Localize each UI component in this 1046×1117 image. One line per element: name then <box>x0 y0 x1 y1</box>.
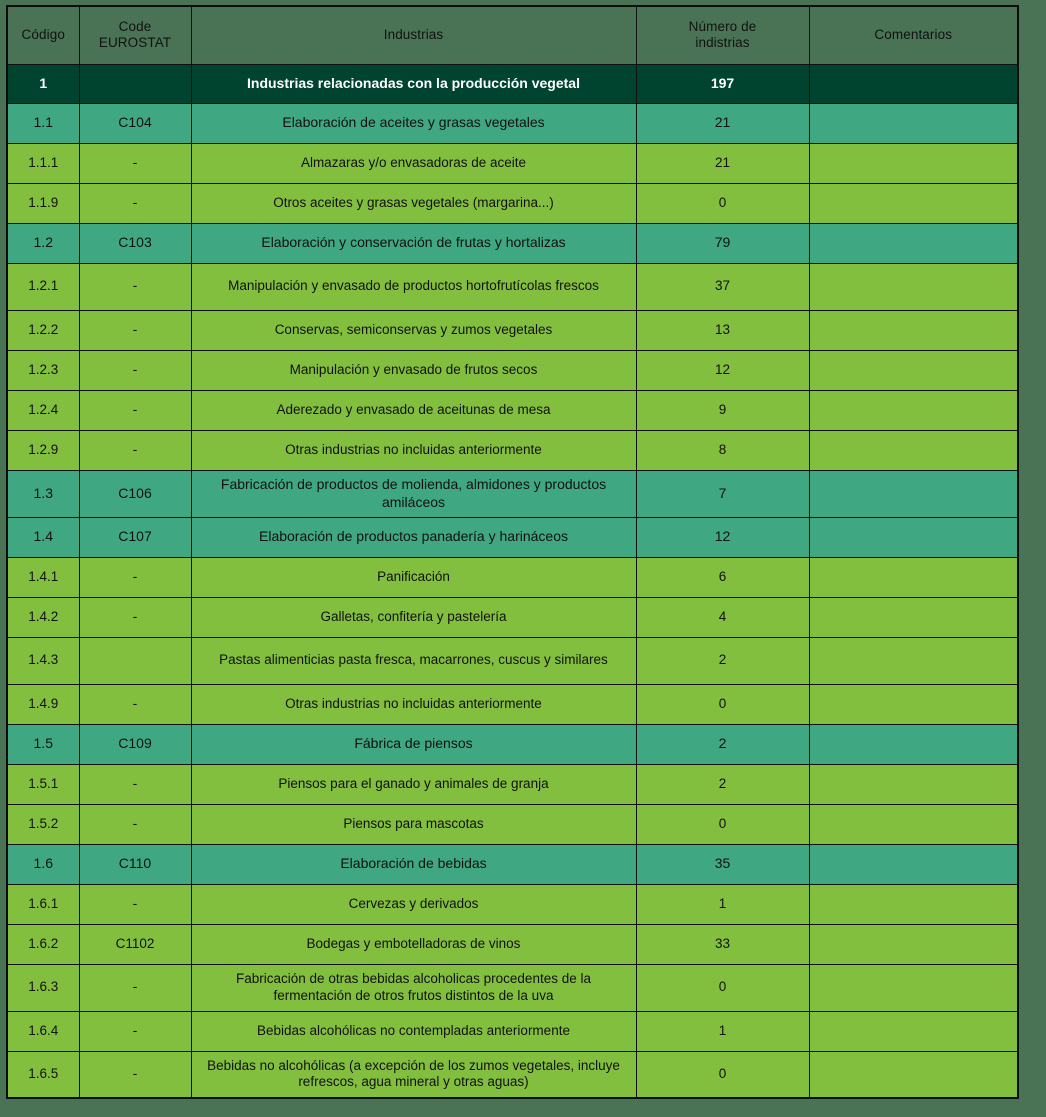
table-row[interactable] <box>7 350 1018 390</box>
table-body <box>7 64 1018 1098</box>
row-code-cell: 1.4.9 <box>7 684 79 724</box>
row-comments-cell[interactable] <box>809 390 1018 430</box>
row-code-cell: 1.2.3 <box>7 350 79 390</box>
row-count-cell: 8 <box>636 430 809 470</box>
row-comments-cell[interactable] <box>809 1011 1018 1051</box>
table-row[interactable] <box>7 1011 1018 1051</box>
row-comments-cell[interactable] <box>809 964 1018 1011</box>
row-code-cell: 1.6.4 <box>7 1011 79 1051</box>
row-code-cell: 1.6 <box>7 844 79 884</box>
row-comments-cell[interactable] <box>809 637 1018 684</box>
row-industry-cell: Conservas, semiconservas y zumos vegetales <box>191 310 636 350</box>
row-code-cell: 1.2.4 <box>7 390 79 430</box>
row-code-cell: 1.2.2 <box>7 310 79 350</box>
row-count-cell: 9 <box>636 390 809 430</box>
row-count-cell: 2 <box>636 724 809 764</box>
row-industry-cell: Piensos para el ganado y animales de granja <box>191 764 636 804</box>
row-industry-cell: Otras industrias no incluidas anteriormente <box>191 430 636 470</box>
row-eurostat-cell: C110 <box>79 844 191 884</box>
row-eurostat-cell: C107 <box>79 517 191 557</box>
table-row[interactable] <box>7 637 1018 684</box>
row-eurostat-cell: - <box>79 263 191 310</box>
row-eurostat-cell: - <box>79 804 191 844</box>
row-count-cell: 2 <box>636 637 809 684</box>
row-industry-cell: Fábrica de piensos <box>191 724 636 764</box>
row-comments-cell[interactable] <box>809 724 1018 764</box>
row-comments-cell[interactable] <box>809 884 1018 924</box>
row-eurostat-cell: C103 <box>79 223 191 263</box>
row-count-cell: 21 <box>636 103 809 143</box>
row-industry-cell: Bebidas no alcohólicas (a excepción de los zumos vegetales, incluye refrescos, agua mineral y otras aguas) <box>191 1051 636 1098</box>
row-comments-cell[interactable] <box>809 64 1018 103</box>
column-header-eurostat-line2: EUROSTAT <box>98 35 172 51</box>
row-eurostat-cell: - <box>79 964 191 1011</box>
table-row[interactable] <box>7 1051 1018 1098</box>
table-row[interactable] <box>7 430 1018 470</box>
row-eurostat-cell: - <box>79 183 191 223</box>
row-count-cell: 197 <box>636 64 809 103</box>
table-row[interactable] <box>7 844 1018 884</box>
row-count-cell: 1 <box>636 1011 809 1051</box>
row-code-cell: 1.5.1 <box>7 764 79 804</box>
row-industry-cell: Cervezas y derivados <box>191 884 636 924</box>
row-count-cell: 12 <box>636 350 809 390</box>
row-eurostat-cell: C104 <box>79 103 191 143</box>
row-eurostat-cell: - <box>79 764 191 804</box>
row-comments-cell[interactable] <box>809 430 1018 470</box>
table-header <box>7 6 1018 64</box>
column-header-comentarios[interactable]: Comentarios <box>809 6 1018 64</box>
row-industry-cell: Fabricación de productos de molienda, almidones y productos amiláceos <box>191 470 636 517</box>
row-code-cell: 1.6.1 <box>7 884 79 924</box>
row-eurostat-cell <box>79 637 191 684</box>
row-count-cell: 6 <box>636 557 809 597</box>
table-row[interactable] <box>7 804 1018 844</box>
row-industry-cell: Elaboración de bebidas <box>191 844 636 884</box>
row-eurostat-cell: - <box>79 557 191 597</box>
table-row[interactable] <box>7 597 1018 637</box>
row-count-cell: 37 <box>636 263 809 310</box>
row-industry-cell: Panificación <box>191 557 636 597</box>
row-comments-cell[interactable] <box>809 557 1018 597</box>
column-header-numero[interactable] <box>636 6 809 64</box>
column-header-industrias[interactable]: Industrias <box>191 6 636 64</box>
row-eurostat-cell: - <box>79 390 191 430</box>
row-code-cell: 1.1.1 <box>7 143 79 183</box>
column-header-codigo[interactable]: Código <box>7 6 79 64</box>
row-comments-cell[interactable] <box>809 684 1018 724</box>
row-code-cell: 1 <box>7 64 79 103</box>
row-industry-cell: Piensos para mascotas <box>191 804 636 844</box>
table-row[interactable] <box>7 183 1018 223</box>
row-code-cell: 1.1.9 <box>7 183 79 223</box>
row-count-cell: 13 <box>636 310 809 350</box>
row-count-cell: 0 <box>636 1051 809 1098</box>
row-comments-cell[interactable] <box>809 764 1018 804</box>
row-eurostat-cell: - <box>79 350 191 390</box>
row-count-cell: 4 <box>636 597 809 637</box>
column-header-numero-line2: indistrias <box>695 35 750 51</box>
column-header-eurostat[interactable] <box>79 6 191 64</box>
row-industry-cell: Elaboración de aceites y grasas vegetales <box>191 103 636 143</box>
table-row[interactable] <box>7 884 1018 924</box>
row-eurostat-cell: - <box>79 310 191 350</box>
header-row <box>7 6 1018 64</box>
row-eurostat-cell: C1102 <box>79 924 191 964</box>
row-comments-cell[interactable] <box>809 183 1018 223</box>
row-industry-cell: Industrias relacionadas con la producción vegetal <box>191 64 636 103</box>
row-count-cell: 1 <box>636 884 809 924</box>
column-header-eurostat-line1: Code <box>118 18 152 34</box>
table-row[interactable] <box>7 263 1018 310</box>
row-count-cell: 79 <box>636 223 809 263</box>
table-row[interactable] <box>7 724 1018 764</box>
row-code-cell: 1.2 <box>7 223 79 263</box>
row-comments-cell[interactable] <box>809 924 1018 964</box>
row-industry-cell: Otras industrias no incluidas anteriormente <box>191 684 636 724</box>
row-code-cell: 1.6.3 <box>7 964 79 1011</box>
table-row[interactable] <box>7 924 1018 964</box>
row-industry-cell: Bodegas y embotelladoras de vinos <box>191 924 636 964</box>
row-code-cell: 1.5.2 <box>7 804 79 844</box>
row-code-cell: 1.5 <box>7 724 79 764</box>
row-comments-cell[interactable] <box>809 517 1018 557</box>
row-industry-cell: Manipulación y envasado de frutos secos <box>191 350 636 390</box>
row-industry-cell: Bebidas alcohólicas no contempladas anteriormente <box>191 1011 636 1051</box>
table-row[interactable] <box>7 684 1018 724</box>
row-comments-cell[interactable] <box>809 223 1018 263</box>
row-industry-cell: Manipulación y envasado de productos hortofrutícolas frescos <box>191 263 636 310</box>
row-industry-cell: Elaboración de productos panadería y harináceos <box>191 517 636 557</box>
row-code-cell: 1.2.1 <box>7 263 79 310</box>
row-comments-cell[interactable] <box>809 844 1018 884</box>
row-count-cell: 21 <box>636 143 809 183</box>
row-code-cell: 1.6.2 <box>7 924 79 964</box>
row-code-cell: 1.2.9 <box>7 430 79 470</box>
row-count-cell: 0 <box>636 183 809 223</box>
row-industry-cell: Elaboración y conservación de frutas y hortalizas <box>191 223 636 263</box>
row-comments-cell[interactable] <box>809 143 1018 183</box>
row-comments-cell[interactable] <box>809 103 1018 143</box>
table-row[interactable] <box>7 517 1018 557</box>
row-eurostat-cell: - <box>79 430 191 470</box>
row-comments-cell[interactable] <box>809 1051 1018 1098</box>
row-count-cell: 2 <box>636 764 809 804</box>
row-count-cell: 33 <box>636 924 809 964</box>
row-eurostat-cell: C109 <box>79 724 191 764</box>
table-row[interactable] <box>7 470 1018 517</box>
row-code-cell: 1.4 <box>7 517 79 557</box>
table-row[interactable] <box>7 390 1018 430</box>
row-code-cell: 1.6.5 <box>7 1051 79 1098</box>
row-comments-cell[interactable] <box>809 310 1018 350</box>
row-code-cell: 1.4.1 <box>7 557 79 597</box>
table-row[interactable] <box>7 143 1018 183</box>
row-count-cell: 0 <box>636 684 809 724</box>
table-row[interactable] <box>7 310 1018 350</box>
row-comments-cell[interactable] <box>809 597 1018 637</box>
row-industry-cell: Otros aceites y grasas vegetales (margarina...) <box>191 183 636 223</box>
row-eurostat-cell: - <box>79 1051 191 1098</box>
industries-table <box>6 5 1019 1099</box>
row-industry-cell: Pastas alimenticias pasta fresca, macarrones, cuscus y similares <box>191 637 636 684</box>
row-comments-cell[interactable] <box>809 350 1018 390</box>
row-comments-cell[interactable] <box>809 804 1018 844</box>
table-row[interactable] <box>7 964 1018 1011</box>
row-code-cell: 1.1 <box>7 103 79 143</box>
row-count-cell: 35 <box>636 844 809 884</box>
row-count-cell: 12 <box>636 517 809 557</box>
row-industry-cell: Aderezado y envasado de aceitunas de mesa <box>191 390 636 430</box>
row-code-cell: 1.4.3 <box>7 637 79 684</box>
table-row[interactable] <box>7 764 1018 804</box>
table-row[interactable] <box>7 223 1018 263</box>
row-industry-cell: Galletas, confitería y pastelería <box>191 597 636 637</box>
row-eurostat-cell: - <box>79 1011 191 1051</box>
table-row[interactable] <box>7 64 1018 103</box>
row-count-cell: 0 <box>636 804 809 844</box>
row-count-cell: 7 <box>636 470 809 517</box>
row-code-cell: 1.4.2 <box>7 597 79 637</box>
row-eurostat-cell: C106 <box>79 470 191 517</box>
row-comments-cell[interactable] <box>809 263 1018 310</box>
row-eurostat-cell <box>79 64 191 103</box>
table-row[interactable] <box>7 103 1018 143</box>
row-code-cell: 1.3 <box>7 470 79 517</box>
row-eurostat-cell: - <box>79 884 191 924</box>
row-industry-cell: Almazaras y/o envasadoras de aceite <box>191 143 636 183</box>
column-header-numero-line1: Número de <box>688 18 757 34</box>
table-row[interactable] <box>7 557 1018 597</box>
row-eurostat-cell: - <box>79 684 191 724</box>
row-comments-cell[interactable] <box>809 470 1018 517</box>
row-eurostat-cell: - <box>79 597 191 637</box>
row-industry-cell: Fabricación de otras bebidas alcoholicas procedentes de la fermentación de otros frutos distintos de la uva <box>191 964 636 1011</box>
row-count-cell: 0 <box>636 964 809 1011</box>
row-eurostat-cell: - <box>79 143 191 183</box>
